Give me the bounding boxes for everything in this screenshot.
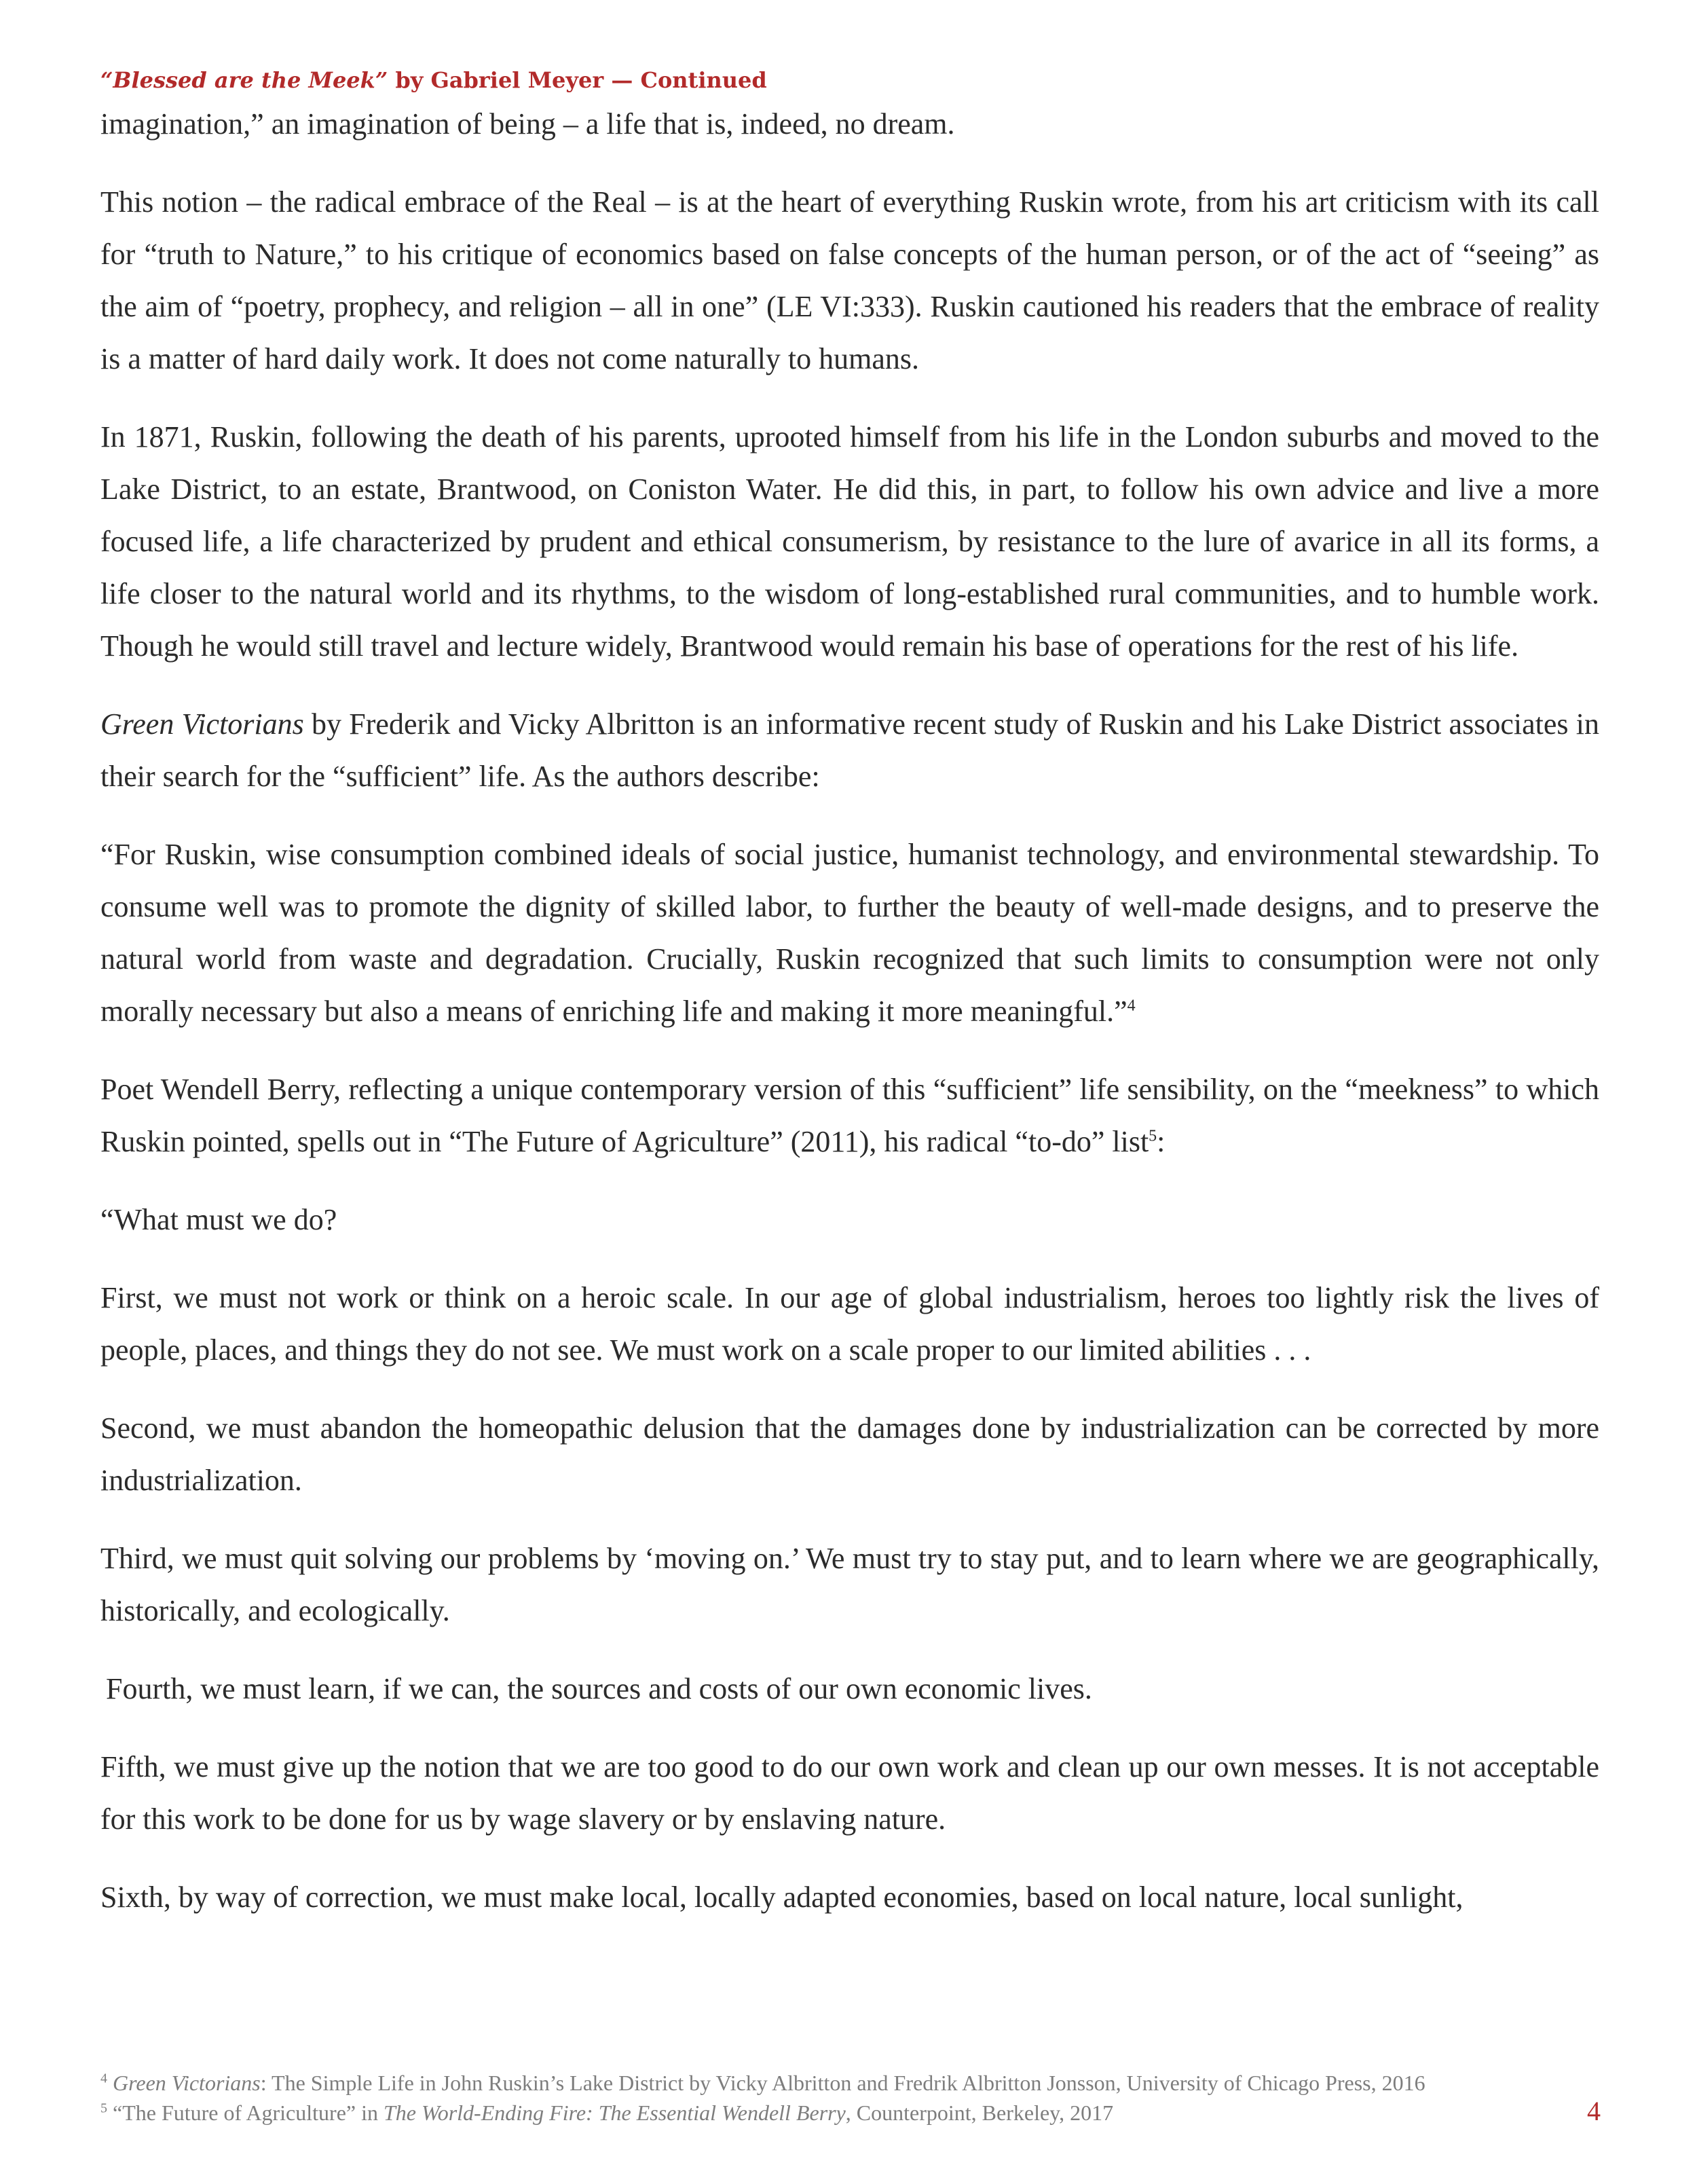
paragraph-text: by Frederik and Vicky Albritton is an informative recent study of Ruskin and his Lake District associates in their search for the “sufficient” life. As the authors describe:	[100, 707, 1600, 793]
paragraph: Fifth, we must give up the notion that we are too good to do our own work and clean up our own messes. It is not acceptable for this work to be done for us by wage slavery or by enslaving nature.	[100, 1750, 1599, 1836]
block-quote	[100, 828, 1599, 1037]
paragraph	[100, 698, 1599, 802]
paragraph: “What must we do?	[100, 1202, 337, 1236]
footnote-4	[100, 2068, 1512, 2098]
paragraph	[100, 1063, 1599, 1168]
running-head-title: “Blessed are the Meek”	[100, 67, 388, 93]
running-head-byline: by Gabriel Meyer — Continued	[388, 67, 767, 93]
paragraph-text: Poet Wendell Berry, reflecting a unique contemporary version of this “sufficient” life sensibility, on the “meekness” to which Ruskin pointed, spells out in “The Future of Agriculture” (2011), his radical “to-do” list	[100, 1072, 1599, 1158]
footnote-text: , Counterpoint, Berkeley, 2017	[845, 2100, 1114, 2125]
footnote-book-title: Green Victorians	[113, 2071, 261, 2095]
paragraph: First, we must not work or think on a heroic scale. In our age of global industrialism, heroes too lightly risk the lives of people, places, and things they do not see. We must work on a scale proper to our limited abilities . . .	[100, 1280, 1599, 1367]
footnote-number: 5	[100, 2100, 107, 2116]
quote-text: “For Ruskin, wise consumption combined ideals of social justice, humanist technology, and environmental stewardship. To consume well was to promote the dignity of skilled labor, to further the beauty of well-made designs, and to preserve the natural world from waste and degradation. Crucially, Ruskin recognized that such limits to consumption were not only morally necessary but also a means of enriching life and making it more meaningful.”	[100, 837, 1599, 1028]
paragraph-end: :	[1157, 1124, 1165, 1158]
footnote-book-title: The World-Ending Fire: The Essential Wendell Berry	[383, 2100, 846, 2125]
running-head	[100, 67, 1599, 95]
footnotes	[100, 2068, 1512, 2128]
book-title: Green Victorians	[100, 707, 304, 741]
paragraph: In 1871, Ruskin, following the death of his parents, uprooted himself from his life in the London suburbs and moved to the Lake District, to an estate, Brantwood, on Coniston Water. He did this, in part, to follow his own advice and live a more focused life, a life characterized by prudent and ethical consumerism, by resistance to the lure of avarice in all its forms, a life closer to the natural world and its rhythms, to the wisdom of long-established rural communities, and to humble work. Though he would still travel and lecture widely, Brantwood would remain his base of operations for the rest of his life.	[100, 420, 1599, 663]
article-body	[100, 98, 1599, 1923]
page-content	[100, 67, 1599, 1949]
footnote-text: “The Future of Agriculture” in	[107, 2100, 384, 2125]
paragraph: Fourth, we must learn, if we can, the sources and costs of our own economic lives.	[106, 1671, 1092, 1705]
footnote-ref-4: 4	[1127, 996, 1136, 1014]
paragraph: Third, we must quit solving our problems by ‘moving on.’ We must try to stay put, and to learn where we are geographically, historically, and ecologically.	[100, 1541, 1599, 1627]
footnote-ref-5: 5	[1149, 1126, 1157, 1145]
footnote-number: 4	[100, 2071, 107, 2086]
paragraph: Second, we must abandon the homeopathic delusion that the damages done by industrialization can be corrected by more industrialization.	[100, 1411, 1599, 1497]
paragraph: This notion – the radical embrace of the Real – is at the heart of everything Ruskin wrote, from his art criticism with its call for “truth to Nature,” to his critique of economics based on false concepts of the human person, or of the act of “seeing” as the aim of “poetry, prophecy, and religion – all in one” (LE VI:333). Ruskin cautioned his readers that the embrace of reality is a matter of hard daily work. It does not come naturally to humans.	[100, 185, 1599, 375]
paragraph: imagination,” an imagination of being – a life that is, indeed, no dream.	[100, 107, 955, 141]
footnote-5	[100, 2098, 1512, 2128]
page-number: 4	[1587, 2096, 1601, 2126]
paragraph: Sixth, by way of correction, we must make local, locally adapted economies, based on local nature, local sunlight,	[100, 1880, 1463, 1914]
footnote-text: : The Simple Life in John Ruskin’s Lake District by Vicky Albritton and Fredrik Albritton Jonsson, University of Chicago Press, 2016	[260, 2071, 1425, 2095]
